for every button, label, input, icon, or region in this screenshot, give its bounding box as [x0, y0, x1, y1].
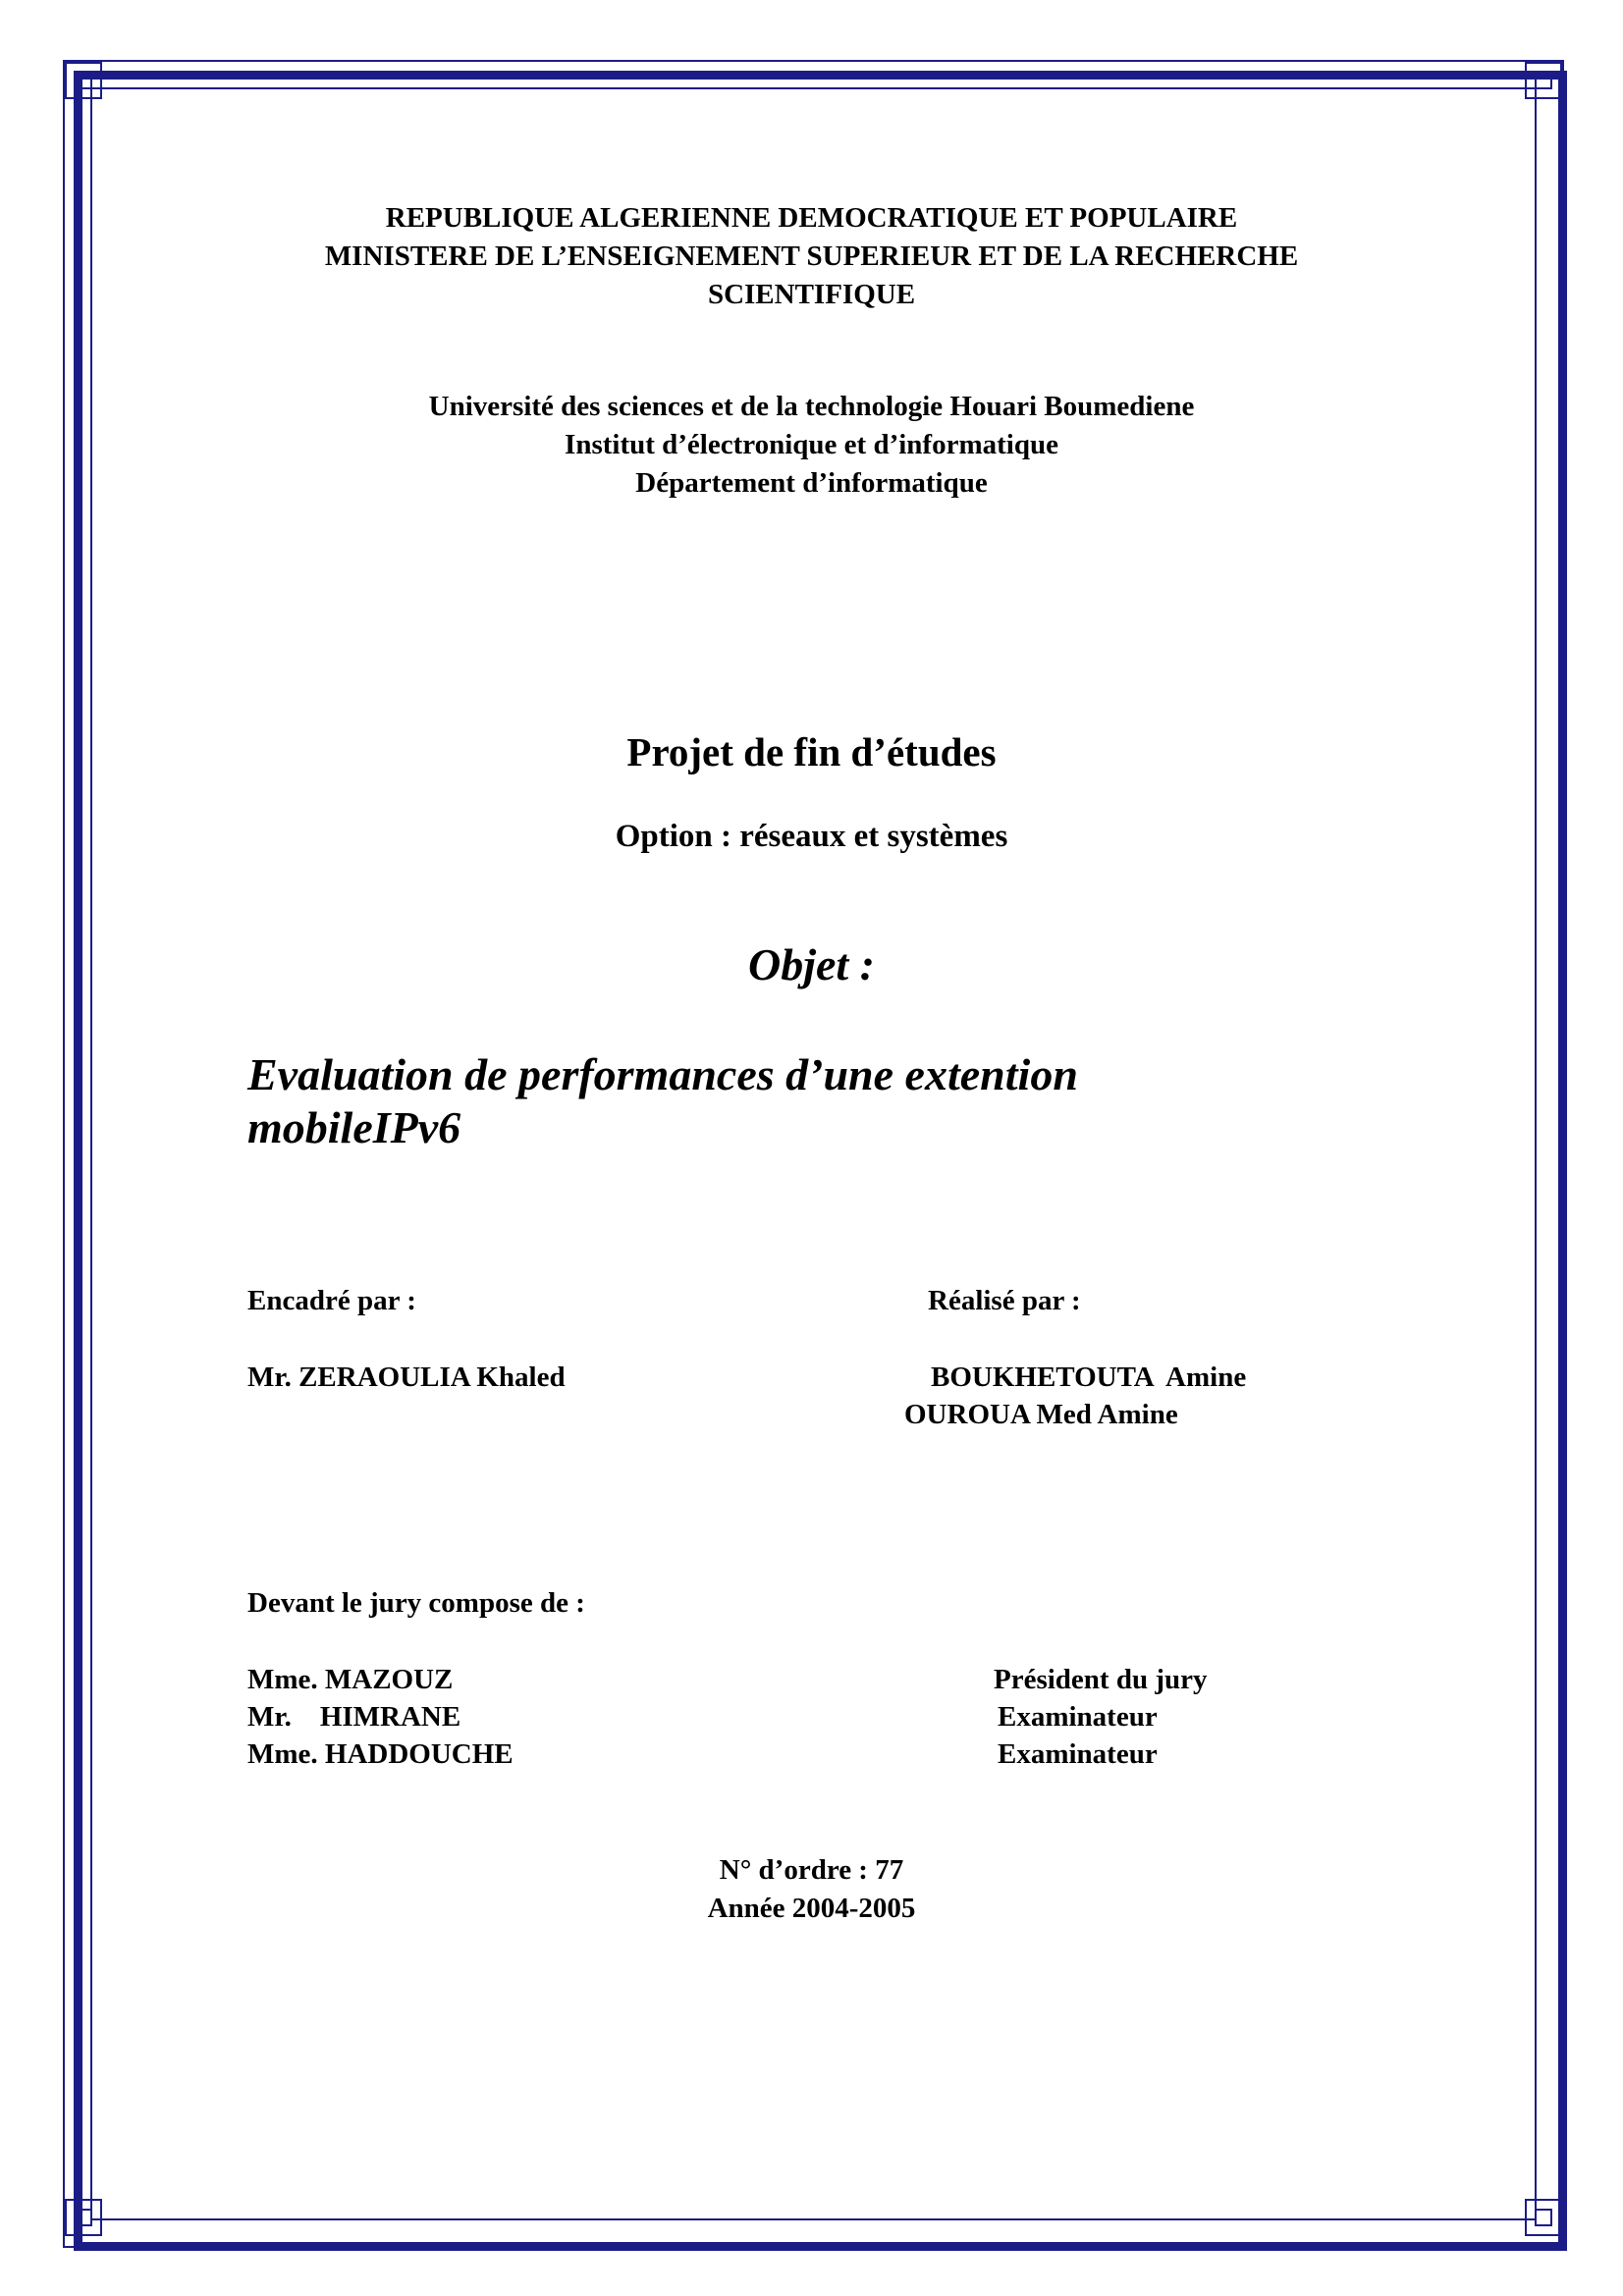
jury-member-role: Examinateur [998, 1738, 1158, 1770]
jury-member-role: Examinateur [998, 1701, 1158, 1733]
jury-member-name: Mme. HADDOUCHE [247, 1738, 514, 1770]
header-ministry: MINISTERE DE L’ENSEIGNEMENT SUPERIEUR ET DE LA RECHERCHE [324, 240, 1299, 272]
project-subject [247, 1048, 1377, 1154]
subject-line-1: Evaluation de performances d’une extention [247, 1049, 1078, 1099]
corner-ornament-bottom-left [65, 2199, 102, 2236]
header-ministry-cont: SCIENTIFIQUE [707, 279, 916, 310]
footer-block [0, 1851, 1623, 1928]
corner-ornament-top-left [65, 62, 102, 99]
academic-year: Année 2004-2005 [707, 1893, 916, 1924]
project-option: Option : réseaux et systèmes [615, 819, 1008, 854]
corner-ornament-bottom-right [1525, 2199, 1562, 2236]
university-name: Université des sciences et de la technologie Houari Boumediene [428, 391, 1195, 422]
institution-block [0, 388, 1623, 503]
order-number: N° d’ordre : 77 [719, 1854, 904, 1886]
realized-label: Réalisé par : [928, 1285, 1081, 1316]
corner-ornament-top-right [1525, 62, 1562, 99]
header-block [0, 199, 1623, 314]
student-name: BOUKHETOUTA Amine [931, 1362, 1247, 1393]
supervised-label: Encadré par : [247, 1285, 416, 1316]
jury-label: Devant le jury compose de : [247, 1587, 585, 1619]
department-name: Département d’informatique [635, 467, 988, 499]
student-name: OUROUA Med Amine [904, 1399, 1178, 1430]
jury-member-role: Président du jury [994, 1664, 1208, 1695]
project-title: Projet de fin d’études [626, 729, 997, 774]
institute-name: Institut d’électronique et d’informatique [565, 429, 1058, 460]
supervisor-name: Mr. ZERAOULIA Khaled [247, 1362, 566, 1393]
header-republic: REPUBLIQUE ALGERIENNE DEMOCRATIQUE ET POPULAIRE [385, 202, 1238, 234]
subject-line-2: mobileIPv6 [247, 1102, 461, 1152]
jury-member-name: Mme. MAZOUZ [247, 1664, 454, 1695]
jury-member-name: Mr. HIMRANE [247, 1701, 461, 1733]
objet-label: Objet : [747, 939, 875, 989]
